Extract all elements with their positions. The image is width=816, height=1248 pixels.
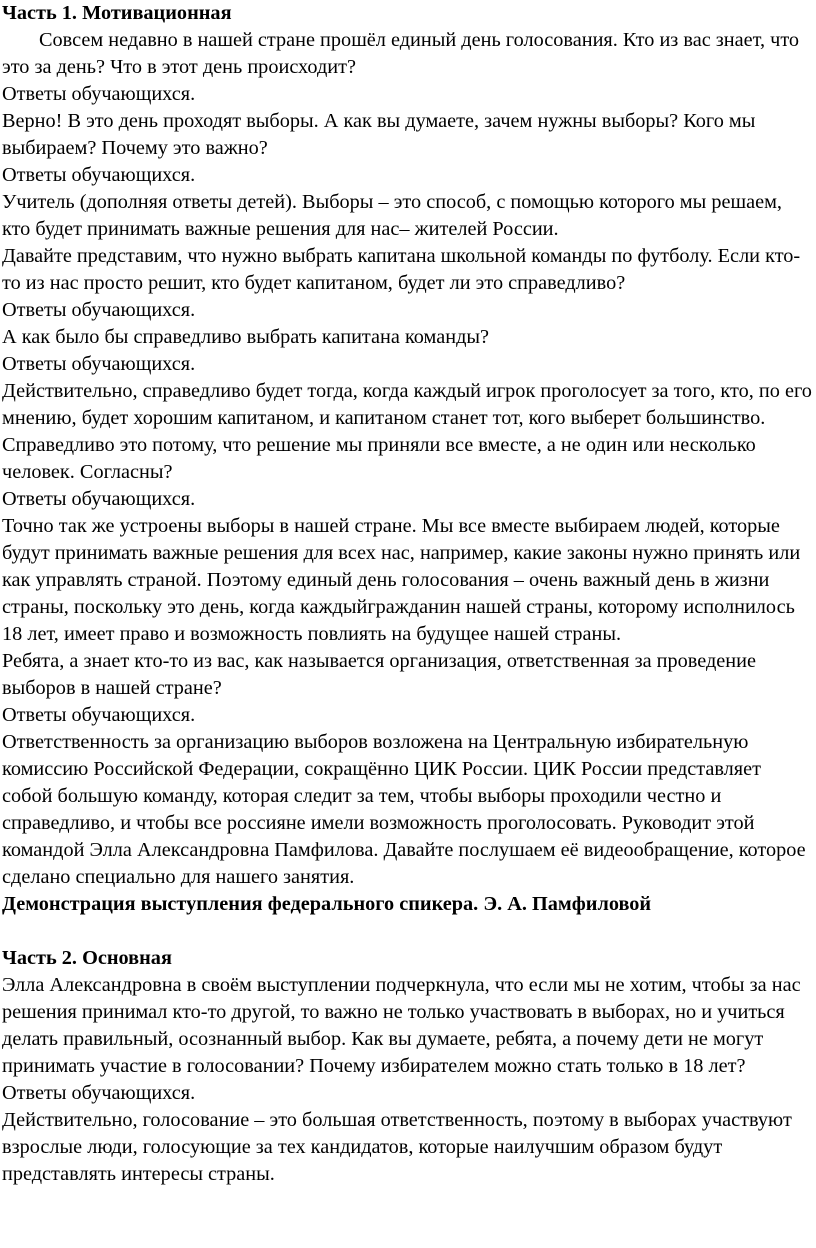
paragraph: Верно! В это день проходят выборы. А как вы думаете, зачем нужны выборы? Кого мы выбираем? Почему это важно? [2, 110, 756, 159]
paragraph: Ответы обучающихся. [2, 164, 196, 186]
paragraph: Элла Александровна в своём выступлении подчеркнула, что если мы не хотим, чтобы за нас решения принимал кто-то другой, то важно не только участвовать в выборах, но и учиться делать правильный, осознанный выбор. Как вы думаете, ребята, а почему дети не могут принимать участие в голосовании? Почему избирателем можно стать только в 18 лет? [2, 974, 801, 1077]
paragraph: Давайте представим, что нужно выбрать капитана школьной команды по футболу. Если кто-то из нас просто решит, кто будет капитаном, будет ли это справедливо? [2, 245, 801, 294]
paragraph: Действительно, голосование – это большая ответственность, поэтому в выборах участвуют взрослые люди, голосующие за тех кандидатов, которые наилучшим образом будут представлять интересы страны. [2, 1109, 792, 1185]
section-1-heading: Часть 1. Мотивационная [2, 2, 232, 24]
paragraph: Ответы обучающихся. [2, 299, 196, 321]
paragraph: Учитель (дополняя ответы детей). Выборы – это способ, с помощью которого мы решаем, кто будет принимать важные решения для нас– жителей России. [2, 191, 783, 240]
paragraph: Ответы обучающихся. [2, 83, 196, 105]
demo-line: Демонстрация выступления федерального спикера. Э. А. Памфиловой [2, 893, 652, 915]
paragraph: Действительно, справедливо будет тогда, когда каждый игрок проголосует за того, кто, по его мнению, будет хорошим капитаном, и капитаном станет тот, кого выберет большинство. Справедливо это потому, что решение мы приняли все вместе, а не один или несколько человек. Согласны? [2, 380, 812, 483]
paragraph: Совсем недавно в нашей стране прошёл единый день голосования. Кто из вас знает, что это за день? Что в этот день происходит? [2, 29, 800, 78]
paragraph: Ответы обучающихся. [2, 353, 196, 375]
paragraph: Ответы обучающихся. [2, 1082, 196, 1104]
section-2-heading: Часть 2. Основная [2, 947, 172, 969]
paragraph: Ответственность за организацию выборов возложена на Центральную избирательную комиссию Российской Федерации, сокращённо ЦИК России. ЦИК России представляет собой большую команду, которая следит за тем, чтобы выборы проходили честно и справедливо, и чтобы все россияне имели возможность проголосовать. Руководит этой командой Элла Александровна Памфилова. Давайте послушаем её видеообращение, которое сделано специально для нашего занятия. [2, 731, 806, 888]
paragraph: Ответы обучающихся. [2, 488, 196, 510]
paragraph: Ответы обучающихся. [2, 704, 196, 726]
paragraph: Точно так же устроены выборы в нашей стране. Мы все вместе выбираем людей, которые будут принимать важные решения для всех нас, например, какие законы нужно принять или как управлять страной. Поэтому единый день голосования – очень важный день в жизни страны, поскольку это день, когда каждыйгражданин нашей страны, которому исполнилось 18 лет, имеет право и возможность повлиять на будущее нашей страны. [2, 515, 801, 645]
paragraph: Ребята, а знает кто-то из вас, как называется организация, ответственная за проведение выборов в нашей стране? [2, 650, 757, 699]
blank-line [2, 918, 812, 945]
paragraph: А как было бы справедливо выбрать капитана команды? [2, 326, 490, 348]
